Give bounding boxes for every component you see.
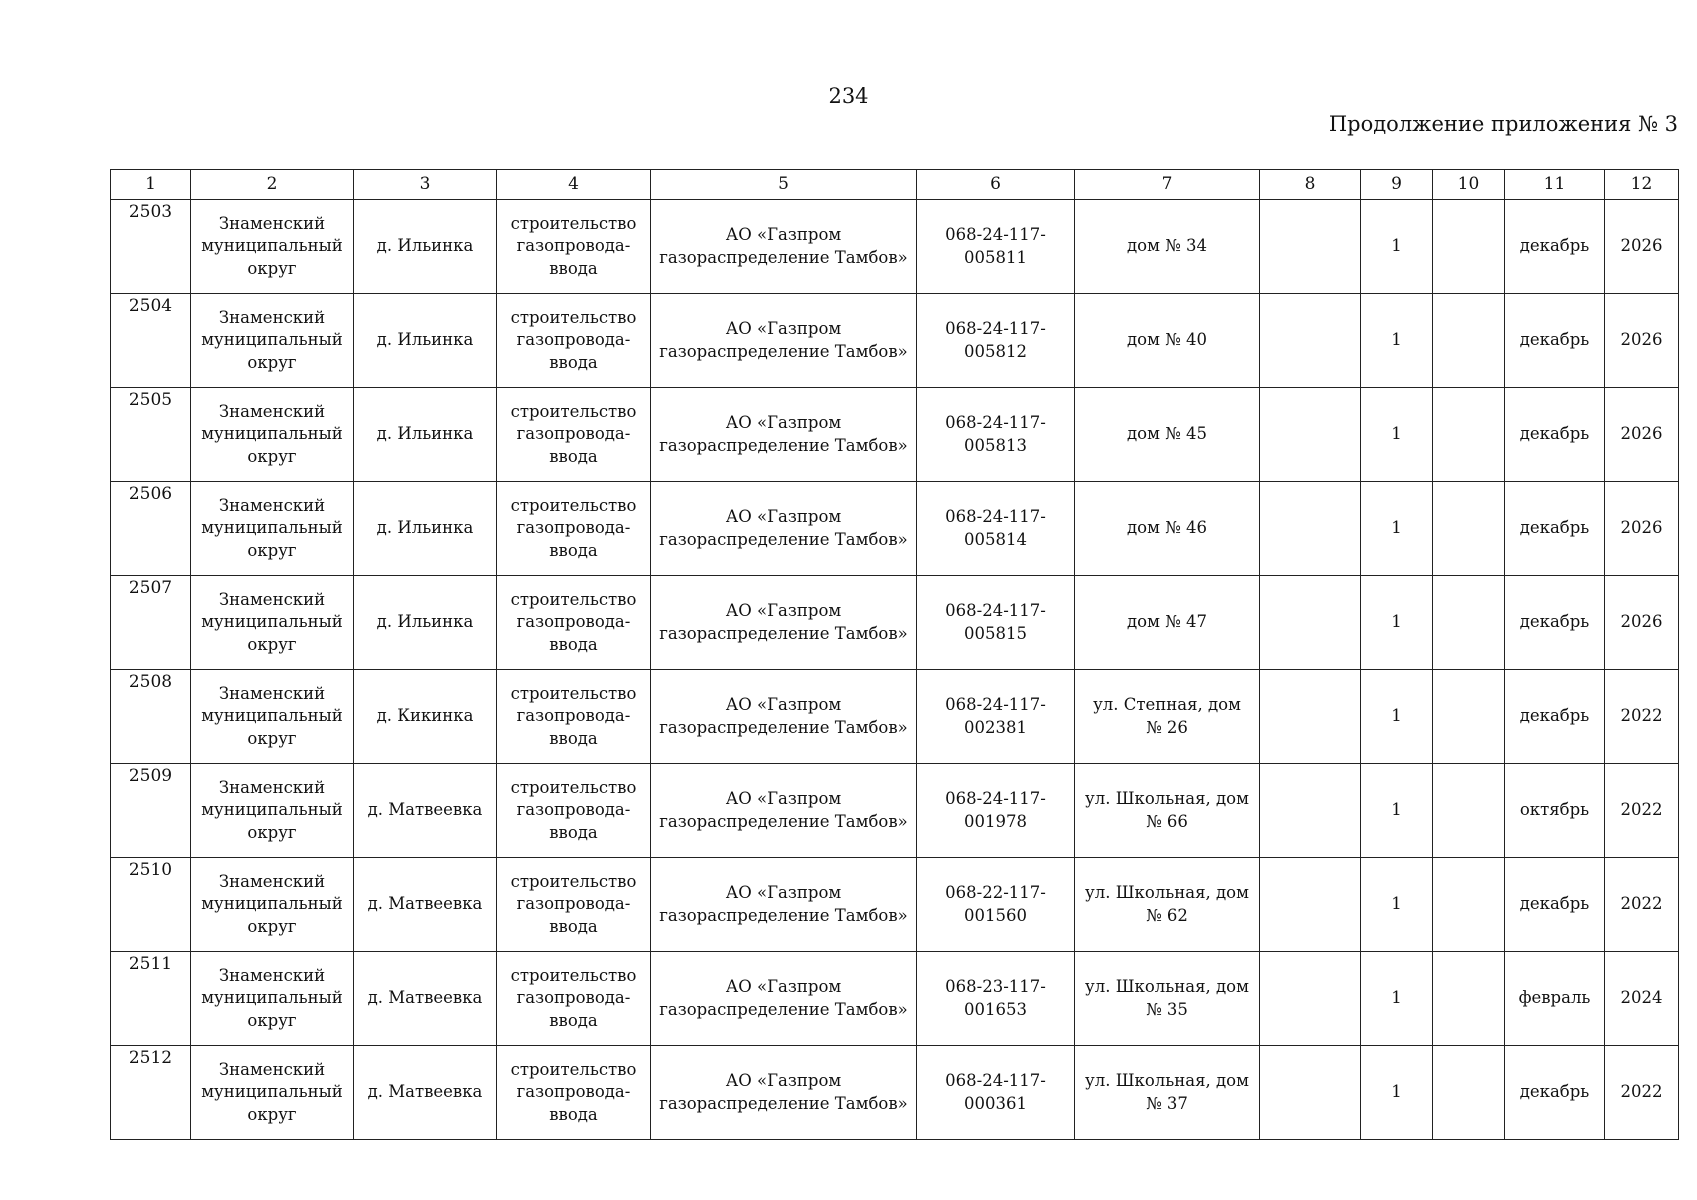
column-header-7: 7 bbox=[1075, 170, 1260, 200]
cell-month-text: февраль bbox=[1518, 988, 1591, 1008]
cell-year-text: 2026 bbox=[1620, 424, 1663, 444]
cell-quantity bbox=[1361, 952, 1433, 1046]
cell-municipality bbox=[191, 482, 354, 576]
cell-month-text: декабрь bbox=[1519, 330, 1590, 350]
cell-row-number bbox=[111, 388, 191, 482]
cell-organization-text: АО «Газпром газораспределение Тамбов» bbox=[659, 789, 908, 831]
cell-col-10 bbox=[1433, 294, 1505, 388]
cell-row-number bbox=[111, 670, 191, 764]
cell-organization-text: АО «Газпром газораспределение Тамбов» bbox=[659, 507, 908, 549]
cell-municipality-text: Знаменский муниципальный округ bbox=[201, 871, 343, 936]
cell-year-text: 2026 bbox=[1620, 236, 1663, 256]
cell-quantity bbox=[1361, 294, 1433, 388]
cell-application-number bbox=[917, 294, 1075, 388]
cell-address bbox=[1075, 764, 1260, 858]
cell-municipality bbox=[191, 576, 354, 670]
cell-year-text: 2026 bbox=[1620, 518, 1663, 538]
cell-quantity bbox=[1361, 388, 1433, 482]
cell-municipality-text: Знаменский муниципальный округ bbox=[201, 495, 343, 560]
cell-row-number-text: 2509 bbox=[128, 766, 173, 786]
cell-work-type-text: строительство газопровода- ввода bbox=[510, 589, 637, 654]
cell-quantity-text: 1 bbox=[1391, 706, 1402, 726]
cell-settlement bbox=[354, 294, 497, 388]
cell-work-type bbox=[497, 294, 651, 388]
cell-application-number-text: 068-24-117- 005813 bbox=[945, 413, 1046, 455]
cell-quantity bbox=[1361, 764, 1433, 858]
cell-organization-text: АО «Газпром газораспределение Тамбов» bbox=[659, 977, 908, 1019]
cell-organization-text: АО «Газпром газораспределение Тамбов» bbox=[659, 319, 908, 361]
cell-col-10 bbox=[1433, 952, 1505, 1046]
cell-municipality-text: Знаменский муниципальный округ bbox=[201, 401, 343, 466]
cell-organization bbox=[651, 576, 917, 670]
cell-month-text: декабрь bbox=[1519, 518, 1590, 538]
cell-year-text: 2022 bbox=[1620, 894, 1663, 914]
cell-work-type-text: строительство газопровода- ввода bbox=[510, 1059, 637, 1124]
table-header bbox=[111, 170, 1679, 200]
cell-organization bbox=[651, 1046, 917, 1140]
cell-year-text: 2022 bbox=[1620, 1082, 1663, 1102]
cell-municipality-text: Знаменский муниципальный округ bbox=[201, 777, 343, 842]
cell-row-number-text: 2512 bbox=[128, 1048, 173, 1068]
cell-address bbox=[1075, 576, 1260, 670]
table-row bbox=[111, 952, 1679, 1046]
cell-municipality bbox=[191, 858, 354, 952]
cell-quantity-text: 1 bbox=[1391, 518, 1402, 538]
cell-quantity bbox=[1361, 482, 1433, 576]
cell-quantity-text: 1 bbox=[1391, 330, 1402, 350]
cell-row-number-text: 2508 bbox=[128, 672, 173, 692]
table-row bbox=[111, 764, 1679, 858]
cell-month bbox=[1505, 1046, 1605, 1140]
cell-quantity bbox=[1361, 1046, 1433, 1140]
cell-work-type-text: строительство газопровода- ввода bbox=[510, 683, 637, 748]
cell-year bbox=[1605, 764, 1679, 858]
cell-municipality bbox=[191, 670, 354, 764]
cell-organization bbox=[651, 294, 917, 388]
cell-month-text: октябрь bbox=[1519, 800, 1590, 820]
cell-settlement bbox=[354, 482, 497, 576]
cell-work-type-text: строительство газопровода- ввода bbox=[510, 401, 637, 466]
cell-col-10 bbox=[1433, 576, 1505, 670]
cell-application-number bbox=[917, 1046, 1075, 1140]
cell-quantity-text: 1 bbox=[1391, 988, 1402, 1008]
cell-application-number-text: 068-24-117- 005811 bbox=[945, 225, 1046, 267]
cell-col-8 bbox=[1260, 1046, 1361, 1140]
cell-settlement bbox=[354, 388, 497, 482]
cell-application-number bbox=[917, 670, 1075, 764]
cell-col-10 bbox=[1433, 200, 1505, 294]
cell-municipality bbox=[191, 952, 354, 1046]
cell-col-10 bbox=[1433, 670, 1505, 764]
cell-work-type bbox=[497, 764, 651, 858]
gas-pipeline-table bbox=[110, 169, 1679, 1140]
cell-organization bbox=[651, 764, 917, 858]
cell-quantity bbox=[1361, 200, 1433, 294]
cell-work-type-text: строительство газопровода- ввода bbox=[510, 965, 637, 1030]
cell-settlement-text: д. Матвеевка bbox=[367, 988, 483, 1008]
cell-address bbox=[1075, 952, 1260, 1046]
cell-municipality-text: Знаменский муниципальный округ bbox=[201, 1059, 343, 1124]
cell-organization bbox=[651, 200, 917, 294]
cell-col-10 bbox=[1433, 482, 1505, 576]
cell-municipality bbox=[191, 294, 354, 388]
cell-col-8 bbox=[1260, 764, 1361, 858]
cell-application-number bbox=[917, 576, 1075, 670]
cell-year-text: 2026 bbox=[1620, 612, 1663, 632]
cell-work-type bbox=[497, 200, 651, 294]
cell-address-text: дом № 34 bbox=[1126, 236, 1208, 256]
cell-col-8 bbox=[1260, 200, 1361, 294]
cell-col-10 bbox=[1433, 1046, 1505, 1140]
cell-row-number-text: 2504 bbox=[128, 296, 173, 316]
cell-settlement-text: д. Матвеевка bbox=[367, 1082, 483, 1102]
column-numbers-row bbox=[111, 170, 1679, 200]
cell-address-text: ул. Школьная, дом № 37 bbox=[1085, 1071, 1249, 1113]
cell-row-number bbox=[111, 482, 191, 576]
cell-work-type bbox=[497, 388, 651, 482]
cell-address-text: ул. Школьная, дом № 62 bbox=[1085, 883, 1249, 925]
cell-settlement-text: д. Ильинка bbox=[376, 518, 474, 538]
cell-year bbox=[1605, 482, 1679, 576]
cell-application-number-text: 068-24-117- 005815 bbox=[945, 601, 1046, 643]
cell-municipality bbox=[191, 388, 354, 482]
cell-application-number bbox=[917, 764, 1075, 858]
cell-row-number-text: 2510 bbox=[128, 860, 173, 880]
cell-quantity-text: 1 bbox=[1391, 236, 1402, 256]
table-row bbox=[111, 200, 1679, 294]
cell-month bbox=[1505, 576, 1605, 670]
cell-work-type bbox=[497, 482, 651, 576]
cell-application-number bbox=[917, 388, 1075, 482]
cell-quantity bbox=[1361, 576, 1433, 670]
cell-work-type bbox=[497, 858, 651, 952]
cell-organization-text: АО «Газпром газораспределение Тамбов» bbox=[659, 413, 908, 455]
table-row bbox=[111, 294, 1679, 388]
cell-settlement-text: д. Ильинка bbox=[376, 236, 474, 256]
cell-col-10 bbox=[1433, 858, 1505, 952]
cell-work-type-text: строительство газопровода- ввода bbox=[510, 495, 637, 560]
cell-quantity-text: 1 bbox=[1391, 424, 1402, 444]
cell-quantity bbox=[1361, 670, 1433, 764]
cell-settlement-text: д. Ильинка bbox=[376, 424, 474, 444]
cell-year-text: 2022 bbox=[1620, 800, 1663, 820]
cell-municipality bbox=[191, 200, 354, 294]
cell-month-text: декабрь bbox=[1519, 706, 1590, 726]
cell-quantity bbox=[1361, 858, 1433, 952]
cell-month bbox=[1505, 764, 1605, 858]
cell-month bbox=[1505, 200, 1605, 294]
cell-settlement bbox=[354, 764, 497, 858]
cell-year-text: 2026 bbox=[1620, 330, 1663, 350]
cell-month-text: декабрь bbox=[1519, 894, 1590, 914]
cell-quantity-text: 1 bbox=[1391, 1082, 1402, 1102]
cell-address-text: ул. Степная, дом № 26 bbox=[1093, 695, 1241, 737]
cell-quantity-text: 1 bbox=[1391, 894, 1402, 914]
cell-municipality-text: Знаменский муниципальный округ bbox=[201, 965, 343, 1030]
cell-col-8 bbox=[1260, 858, 1361, 952]
cell-settlement bbox=[354, 1046, 497, 1140]
cell-row-number-text: 2511 bbox=[128, 954, 173, 974]
table-row bbox=[111, 388, 1679, 482]
cell-row-number bbox=[111, 576, 191, 670]
cell-year bbox=[1605, 576, 1679, 670]
cell-application-number-text: 068-24-117- 005814 bbox=[945, 507, 1046, 549]
cell-address-text: дом № 47 bbox=[1126, 612, 1208, 632]
cell-work-type-text: строительство газопровода- ввода bbox=[510, 871, 637, 936]
table-row bbox=[111, 482, 1679, 576]
cell-application-number-text: 068-23-117- 001653 bbox=[945, 977, 1046, 1019]
cell-row-number bbox=[111, 858, 191, 952]
cell-work-type-text: строительство газопровода- ввода bbox=[510, 213, 637, 278]
column-header-12: 12 bbox=[1605, 170, 1679, 200]
cell-year bbox=[1605, 294, 1679, 388]
cell-municipality-text: Знаменский муниципальный округ bbox=[201, 683, 343, 748]
cell-year bbox=[1605, 858, 1679, 952]
cell-settlement-text: д. Матвеевка bbox=[367, 894, 483, 914]
cell-year bbox=[1605, 1046, 1679, 1140]
cell-month bbox=[1505, 388, 1605, 482]
column-header-8: 8 bbox=[1260, 170, 1361, 200]
cell-row-number bbox=[111, 1046, 191, 1140]
cell-month bbox=[1505, 482, 1605, 576]
cell-year-text: 2022 bbox=[1620, 706, 1663, 726]
cell-settlement-text: д. Кикинка bbox=[376, 706, 474, 726]
cell-settlement-text: д. Ильинка bbox=[376, 330, 474, 350]
cell-municipality-text: Знаменский муниципальный округ bbox=[201, 589, 343, 654]
cell-application-number-text: 068-24-117- 002381 bbox=[945, 695, 1046, 737]
cell-month bbox=[1505, 952, 1605, 1046]
cell-year bbox=[1605, 388, 1679, 482]
cell-col-8 bbox=[1260, 576, 1361, 670]
cell-quantity-text: 1 bbox=[1391, 612, 1402, 632]
cell-municipality-text: Знаменский муниципальный округ bbox=[201, 307, 343, 372]
cell-organization bbox=[651, 670, 917, 764]
cell-settlement bbox=[354, 858, 497, 952]
cell-row-number bbox=[111, 200, 191, 294]
cell-organization bbox=[651, 858, 917, 952]
cell-settlement-text: д. Матвеевка bbox=[367, 800, 483, 820]
table-row bbox=[111, 1046, 1679, 1140]
cell-year bbox=[1605, 200, 1679, 294]
cell-address-text: дом № 40 bbox=[1126, 330, 1208, 350]
cell-organization bbox=[651, 952, 917, 1046]
cell-address-text: ул. Школьная, дом № 35 bbox=[1085, 977, 1249, 1019]
cell-application-number-text: 068-24-117- 000361 bbox=[945, 1071, 1046, 1113]
cell-month-text: декабрь bbox=[1519, 236, 1590, 256]
column-header-2: 2 bbox=[191, 170, 354, 200]
cell-application-number-text: 068-24-117- 001978 bbox=[945, 789, 1046, 831]
column-header-4: 4 bbox=[497, 170, 651, 200]
column-header-1: 1 bbox=[111, 170, 191, 200]
cell-row-number-text: 2506 bbox=[128, 484, 173, 504]
cell-month-text: декабрь bbox=[1519, 612, 1590, 632]
cell-organization-text: АО «Газпром газораспределение Тамбов» bbox=[659, 1071, 908, 1113]
cell-row-number bbox=[111, 294, 191, 388]
cell-municipality-text: Знаменский муниципальный округ bbox=[201, 213, 343, 278]
cell-municipality bbox=[191, 764, 354, 858]
cell-col-10 bbox=[1433, 764, 1505, 858]
table-row bbox=[111, 670, 1679, 764]
cell-month bbox=[1505, 858, 1605, 952]
cell-application-number-text: 068-24-117- 005812 bbox=[945, 319, 1046, 361]
cell-month bbox=[1505, 294, 1605, 388]
column-header-9: 9 bbox=[1361, 170, 1433, 200]
cell-application-number-text: 068-22-117- 001560 bbox=[945, 883, 1046, 925]
cell-col-10 bbox=[1433, 388, 1505, 482]
table-row bbox=[111, 576, 1679, 670]
cell-work-type-text: строительство газопровода- ввода bbox=[510, 307, 637, 372]
cell-address bbox=[1075, 482, 1260, 576]
cell-row-number-text: 2505 bbox=[128, 390, 173, 410]
cell-month-text: декабрь bbox=[1519, 1082, 1590, 1102]
cell-settlement bbox=[354, 670, 497, 764]
table-body bbox=[111, 200, 1679, 1140]
cell-address bbox=[1075, 294, 1260, 388]
cell-application-number bbox=[917, 952, 1075, 1046]
cell-settlement bbox=[354, 200, 497, 294]
column-header-6: 6 bbox=[917, 170, 1075, 200]
cell-municipality bbox=[191, 1046, 354, 1140]
column-header-11: 11 bbox=[1505, 170, 1605, 200]
cell-organization-text: АО «Газпром газораспределение Тамбов» bbox=[659, 695, 908, 737]
cell-row-number bbox=[111, 764, 191, 858]
cell-col-8 bbox=[1260, 388, 1361, 482]
cell-address-text: дом № 45 bbox=[1126, 424, 1208, 444]
cell-address bbox=[1075, 388, 1260, 482]
cell-row-number-text: 2507 bbox=[128, 578, 173, 598]
cell-organization-text: АО «Газпром газораспределение Тамбов» bbox=[659, 883, 908, 925]
cell-organization bbox=[651, 482, 917, 576]
cell-application-number bbox=[917, 482, 1075, 576]
cell-work-type bbox=[497, 952, 651, 1046]
page-number: 234 bbox=[828, 84, 869, 108]
cell-work-type bbox=[497, 670, 651, 764]
cell-settlement bbox=[354, 952, 497, 1046]
cell-col-8 bbox=[1260, 670, 1361, 764]
cell-month-text: декабрь bbox=[1519, 424, 1590, 444]
cell-address-text: ул. Школьная, дом № 66 bbox=[1085, 789, 1249, 831]
cell-address bbox=[1075, 858, 1260, 952]
cell-settlement bbox=[354, 576, 497, 670]
cell-address-text: дом № 46 bbox=[1126, 518, 1208, 538]
table-row bbox=[111, 858, 1679, 952]
column-header-10: 10 bbox=[1433, 170, 1505, 200]
cell-month bbox=[1505, 670, 1605, 764]
cell-application-number bbox=[917, 200, 1075, 294]
cell-row-number bbox=[111, 952, 191, 1046]
cell-work-type bbox=[497, 1046, 651, 1140]
cell-quantity-text: 1 bbox=[1391, 800, 1402, 820]
cell-col-8 bbox=[1260, 952, 1361, 1046]
cell-organization-text: АО «Газпром газораспределение Тамбов» bbox=[659, 601, 908, 643]
cell-col-8 bbox=[1260, 482, 1361, 576]
cell-address bbox=[1075, 1046, 1260, 1140]
cell-application-number bbox=[917, 858, 1075, 952]
cell-col-8 bbox=[1260, 294, 1361, 388]
cell-row-number-text: 2503 bbox=[128, 202, 173, 222]
cell-organization-text: АО «Газпром газораспределение Тамбов» bbox=[659, 225, 908, 267]
cell-year bbox=[1605, 670, 1679, 764]
cell-work-type-text: строительство газопровода- ввода bbox=[510, 777, 637, 842]
cell-address bbox=[1075, 200, 1260, 294]
cell-year-text: 2024 bbox=[1620, 988, 1663, 1008]
continuation-title: Продолжение приложения № 3 bbox=[1328, 112, 1678, 136]
cell-year bbox=[1605, 952, 1679, 1046]
cell-address bbox=[1075, 670, 1260, 764]
cell-work-type bbox=[497, 576, 651, 670]
column-header-5: 5 bbox=[651, 170, 917, 200]
cell-organization bbox=[651, 388, 917, 482]
column-header-3: 3 bbox=[354, 170, 497, 200]
cell-settlement-text: д. Ильинка bbox=[376, 612, 474, 632]
